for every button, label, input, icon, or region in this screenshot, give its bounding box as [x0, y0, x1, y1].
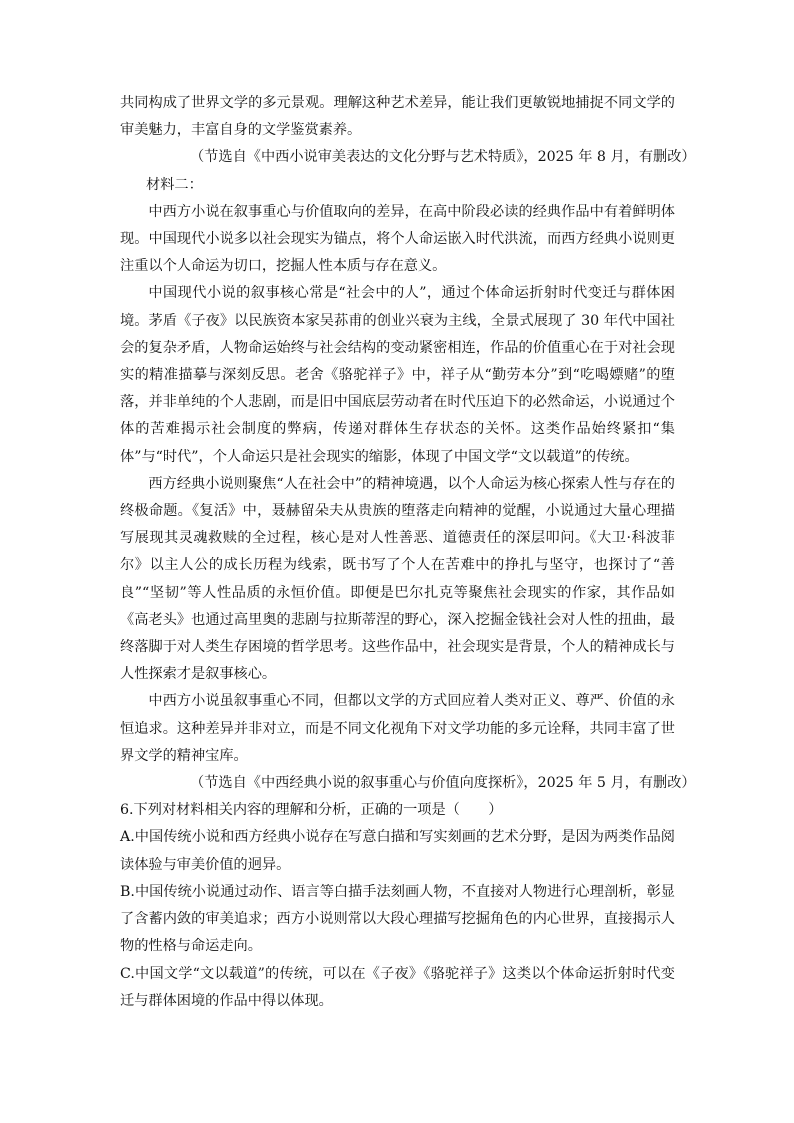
question-stem: 6.下列对材料相关内容的理解和分析，正确的一项是（ ）: [120, 802, 503, 819]
option-c: C.中国文学“文以载道”的传统，可以在《子夜》《骆驼祥子》这类以个体命运折射时代变迁与群体困境的作品中得以体现。: [120, 965, 675, 1009]
option-b: B.中国传统小说通过动作、语言等白描手法刻画人物，不直接对人物进行心理剖析，彰显了含蓄内敛的审美追求；西方小说则常以大段心理描写挖掘角色的内心世界，直接揭示人物的性格与命运走向。: [120, 883, 675, 955]
document-page: [120, 90, 696, 1015]
material2-paragraph: 西方经典小说则聚焦“人在社会中”的精神境遇，以个人命运为核心探索人性与存在的终极命题。《复活》中，聂赫留朵夫从贵族的堕落走向精神的觉醒，小说通过大量心理描写展现其灵魂救赎的全过程，核心是对人性善恶、道德责任的深层叩问。《大卫·科波菲尔》以主人公的成长历程为线索，既书写了个人在苦难中的挣扎与坚守，也探讨了“善良”“坚韧”等人性品质的永恒价值。即便是巴尔扎克等聚焦社会现实的作家，其作品如《高老头》也通过高里奥的悲剧与拉斯蒂涅的野心，深入挖掘金钱社会对人性的扭曲，最终落脚于对人类生存困境的哲学思考。这些作品中，社会现实是背景，个人的精神成长与人性探索才是叙事核心。: [120, 475, 675, 683]
material2-label: 材料二：: [146, 176, 203, 193]
material2-source: （节选自《中西经典小说的叙事重心与价值向度探析》，2025 年 5 月，有删改）: [190, 775, 696, 792]
material2-paragraph: 中国现代小说的叙事核心常是“社会中的人”，通过个体命运折射时代变迁与群体困境。茅盾《子夜》以民族资本家吴荪甫的创业兴衰为主线，全景式展现了 30 年代中国社会的复杂矛盾，人物命运始终与社会结构的变动紧密相连，作品的价值重心在于对社会现实的精准描摹与深刻反思。老舍《骆驼祥子》中，祥子从“勤劳本分”到“吃喝嫖赌”的堕落，并非单纯的个人悲剧，而是旧中国底层劳动者在时代压迫下的必然命运，小说通过个体的苦难揭示社会制度的弊病，传递对群体生存状态的关怀。这类作品始终紧扣“集体”与“时代”，个人命运只是社会现实的缩影，体现了中国文学“文以载道”的传统。: [120, 285, 675, 465]
material2-paragraph: 中西方小说虽叙事重心不同，但都以文学的方式回应着人类对正义、尊严、价值的永恒追求。这种差异并非对立，而是不同文化视角下对文学功能的多元诠释，共同丰富了世界文学的精神宝库。: [120, 693, 675, 764]
material1-source: （节选自《中西小说审美表达的文化分野与艺术特质》，2025 年 8 月，有删改）: [190, 149, 696, 166]
material1-tail-paragraph: 共同构成了世界文学的多元景观。理解这种艺术差异，能让我们更敏锐地捕捉不同文学的审美魅力，丰富自身的文学鉴赏素养。: [120, 95, 675, 139]
material2-paragraph: 中西方小说在叙事重心与价值取向的差异，在高中阶段必读的经典作品中有着鲜明体现。中国现代小说多以社会现实为锚点，将个人命运嵌入时代洪流，而西方经典小说则更注重以个人命运为切口，挖掘人性本质与存在意义。: [120, 203, 675, 275]
option-a: A.中国传统小说和西方经典小说存在写意白描和写实刻画的艺术分野，是因为两类作品阅读体验与审美价值的迥异。: [120, 829, 675, 873]
